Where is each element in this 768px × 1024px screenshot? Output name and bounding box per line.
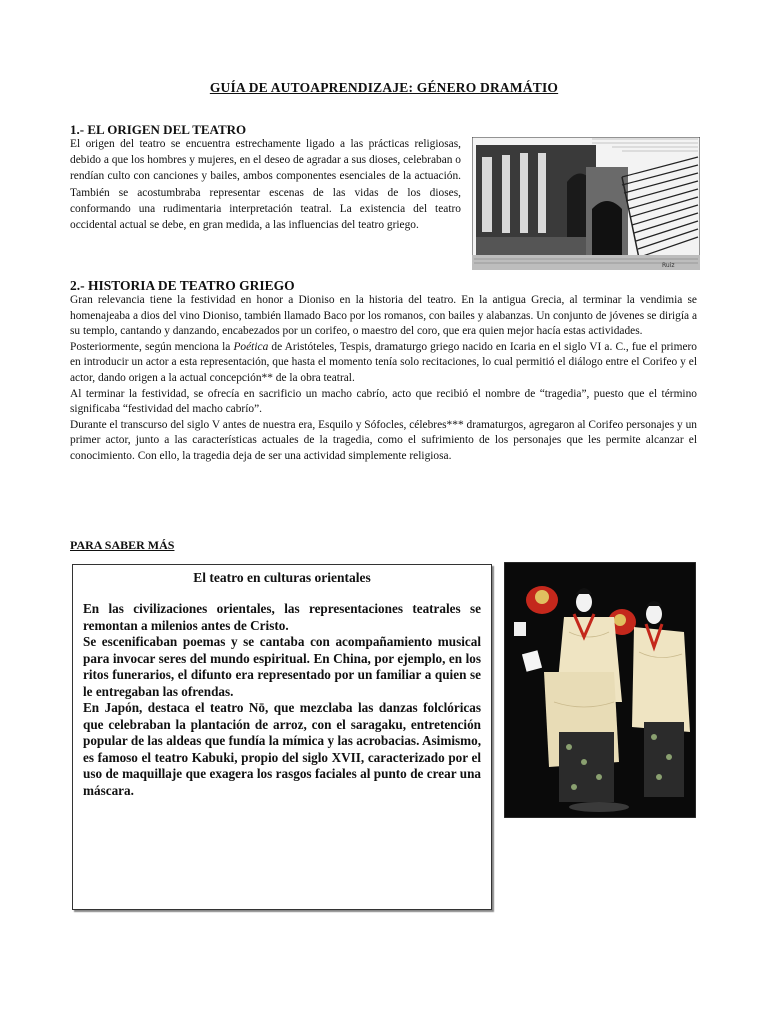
section-heading-historia: 2.- HISTORIA DE TEATRO GRIEGO: [70, 278, 295, 293]
box-paragraph-3: En Japón, destaca el teatro Nō, que mezclaba las danzas folclóricas que celebraban la plantación de arroz, con el saragaku, entretención popular de las aldeas que fundía la mímica y las acrobacias. Asimismo, es famoso el teatro Kabuki, propio del siglo XVII, caracterizado por el uso de maquillaje que exagera los rasgos faciales al punto de crear una máscara.: [83, 700, 481, 798]
section-text-historia: [70, 293, 697, 465]
historia-paragraph-3: Al terminar la festividad, se ofrecía en sacrificio un macho cabrío, acto que recibió el nombre de “tragedia”, puesto que el término significaba “festividad del macho cabrío”.: [70, 387, 697, 416]
poetica-title: Poética: [233, 340, 269, 353]
section-text-origen: El origen del teatro se encuentra estrechamente ligado a las prácticas religiosas, debido a que los hombres y mujeres, en el deseo de agradar a sus dioses, celebraban o rendían culto con canciones y bailes, ambos componentes esenciales de la actuación. También se acostumbraba representar escenas de las vidas de los dioses, conformando una rudimentaria interpretación teatral. La existencia del teatro occidental actual se debe, en gran medida, a las influencias del teatro griego.: [70, 138, 461, 232]
historia-paragraph-1: Gran relevancia tiene la festividad en honor a Dioniso en la historia del teatro. En la antigua Grecia, al terminar la vendimia se homenajeaba a dios del vino Dioniso, también llamado Baco por los romanos, con bailes y alabanzas. Un conjunto de jóvenes se dirigía a su templo, cantando y danzando, encabezados por un corifeo, o maestro del coro, que era quien mejor hacía estas actividades.: [70, 294, 697, 338]
historia-paragraph-4: Durante el transcurso del siglo V antes de nuestra era, Esquilo y Sófocles, célebres*** dramaturgos, agregaron al Corifeo personajes y un primer actor, junto a las características actuales de la tragedia, como el sufrimiento de los personajes que les permite alcanzar el conocimiento. Con ello, la tragedia deja de ser una actividad simplemente religiosa.: [70, 418, 697, 462]
historia-paragraph-2: [70, 340, 697, 387]
historia-p2-end: de Aristóteles, Tespis, dramaturgo griego nacido en Icaria en el siglo VI a. C., fue el primero en introducir un actor a esta representación, que hasta el momento tenía solo recitaciones, lo cual permitió el diálogo entre el Corifeo y el actor, dando origen a la actual concepción** de la obra teatral.: [70, 340, 697, 384]
greek-theater-illustration: [472, 137, 700, 270]
svg-text:Ruiz: Ruiz: [662, 262, 675, 269]
box-paragraph-1: En las civilizaciones orientales, las representaciones teatrales se remontan a milenios antes de Cristo.: [83, 601, 481, 633]
kabuki-performers-photo: [504, 562, 696, 818]
box-body: [83, 601, 481, 799]
oriental-theater-box: [72, 564, 492, 910]
historia-p2-start: Posteriormente, según menciona la: [70, 340, 234, 353]
box-title: El teatro en culturas orientales: [193, 570, 371, 585]
section-heading-origen: 1.- EL ORIGEN DEL TEATRO: [70, 122, 247, 137]
document-title: GUÍA DE AUTOAPRENDIZAJE: GÉNERO DRAMÁTIO: [209, 80, 559, 95]
para-saber-heading: PARA SABER MÁS: [70, 538, 175, 552]
box-paragraph-2: Se escenificaban poemas y se cantaba con acompañamiento musical para invocar seres del mundo espiritual. En China, por ejemplo, en los ritos funerarios, el difunto era representado por un familiar a quien se le entregaban las ofrendas.: [83, 634, 481, 699]
